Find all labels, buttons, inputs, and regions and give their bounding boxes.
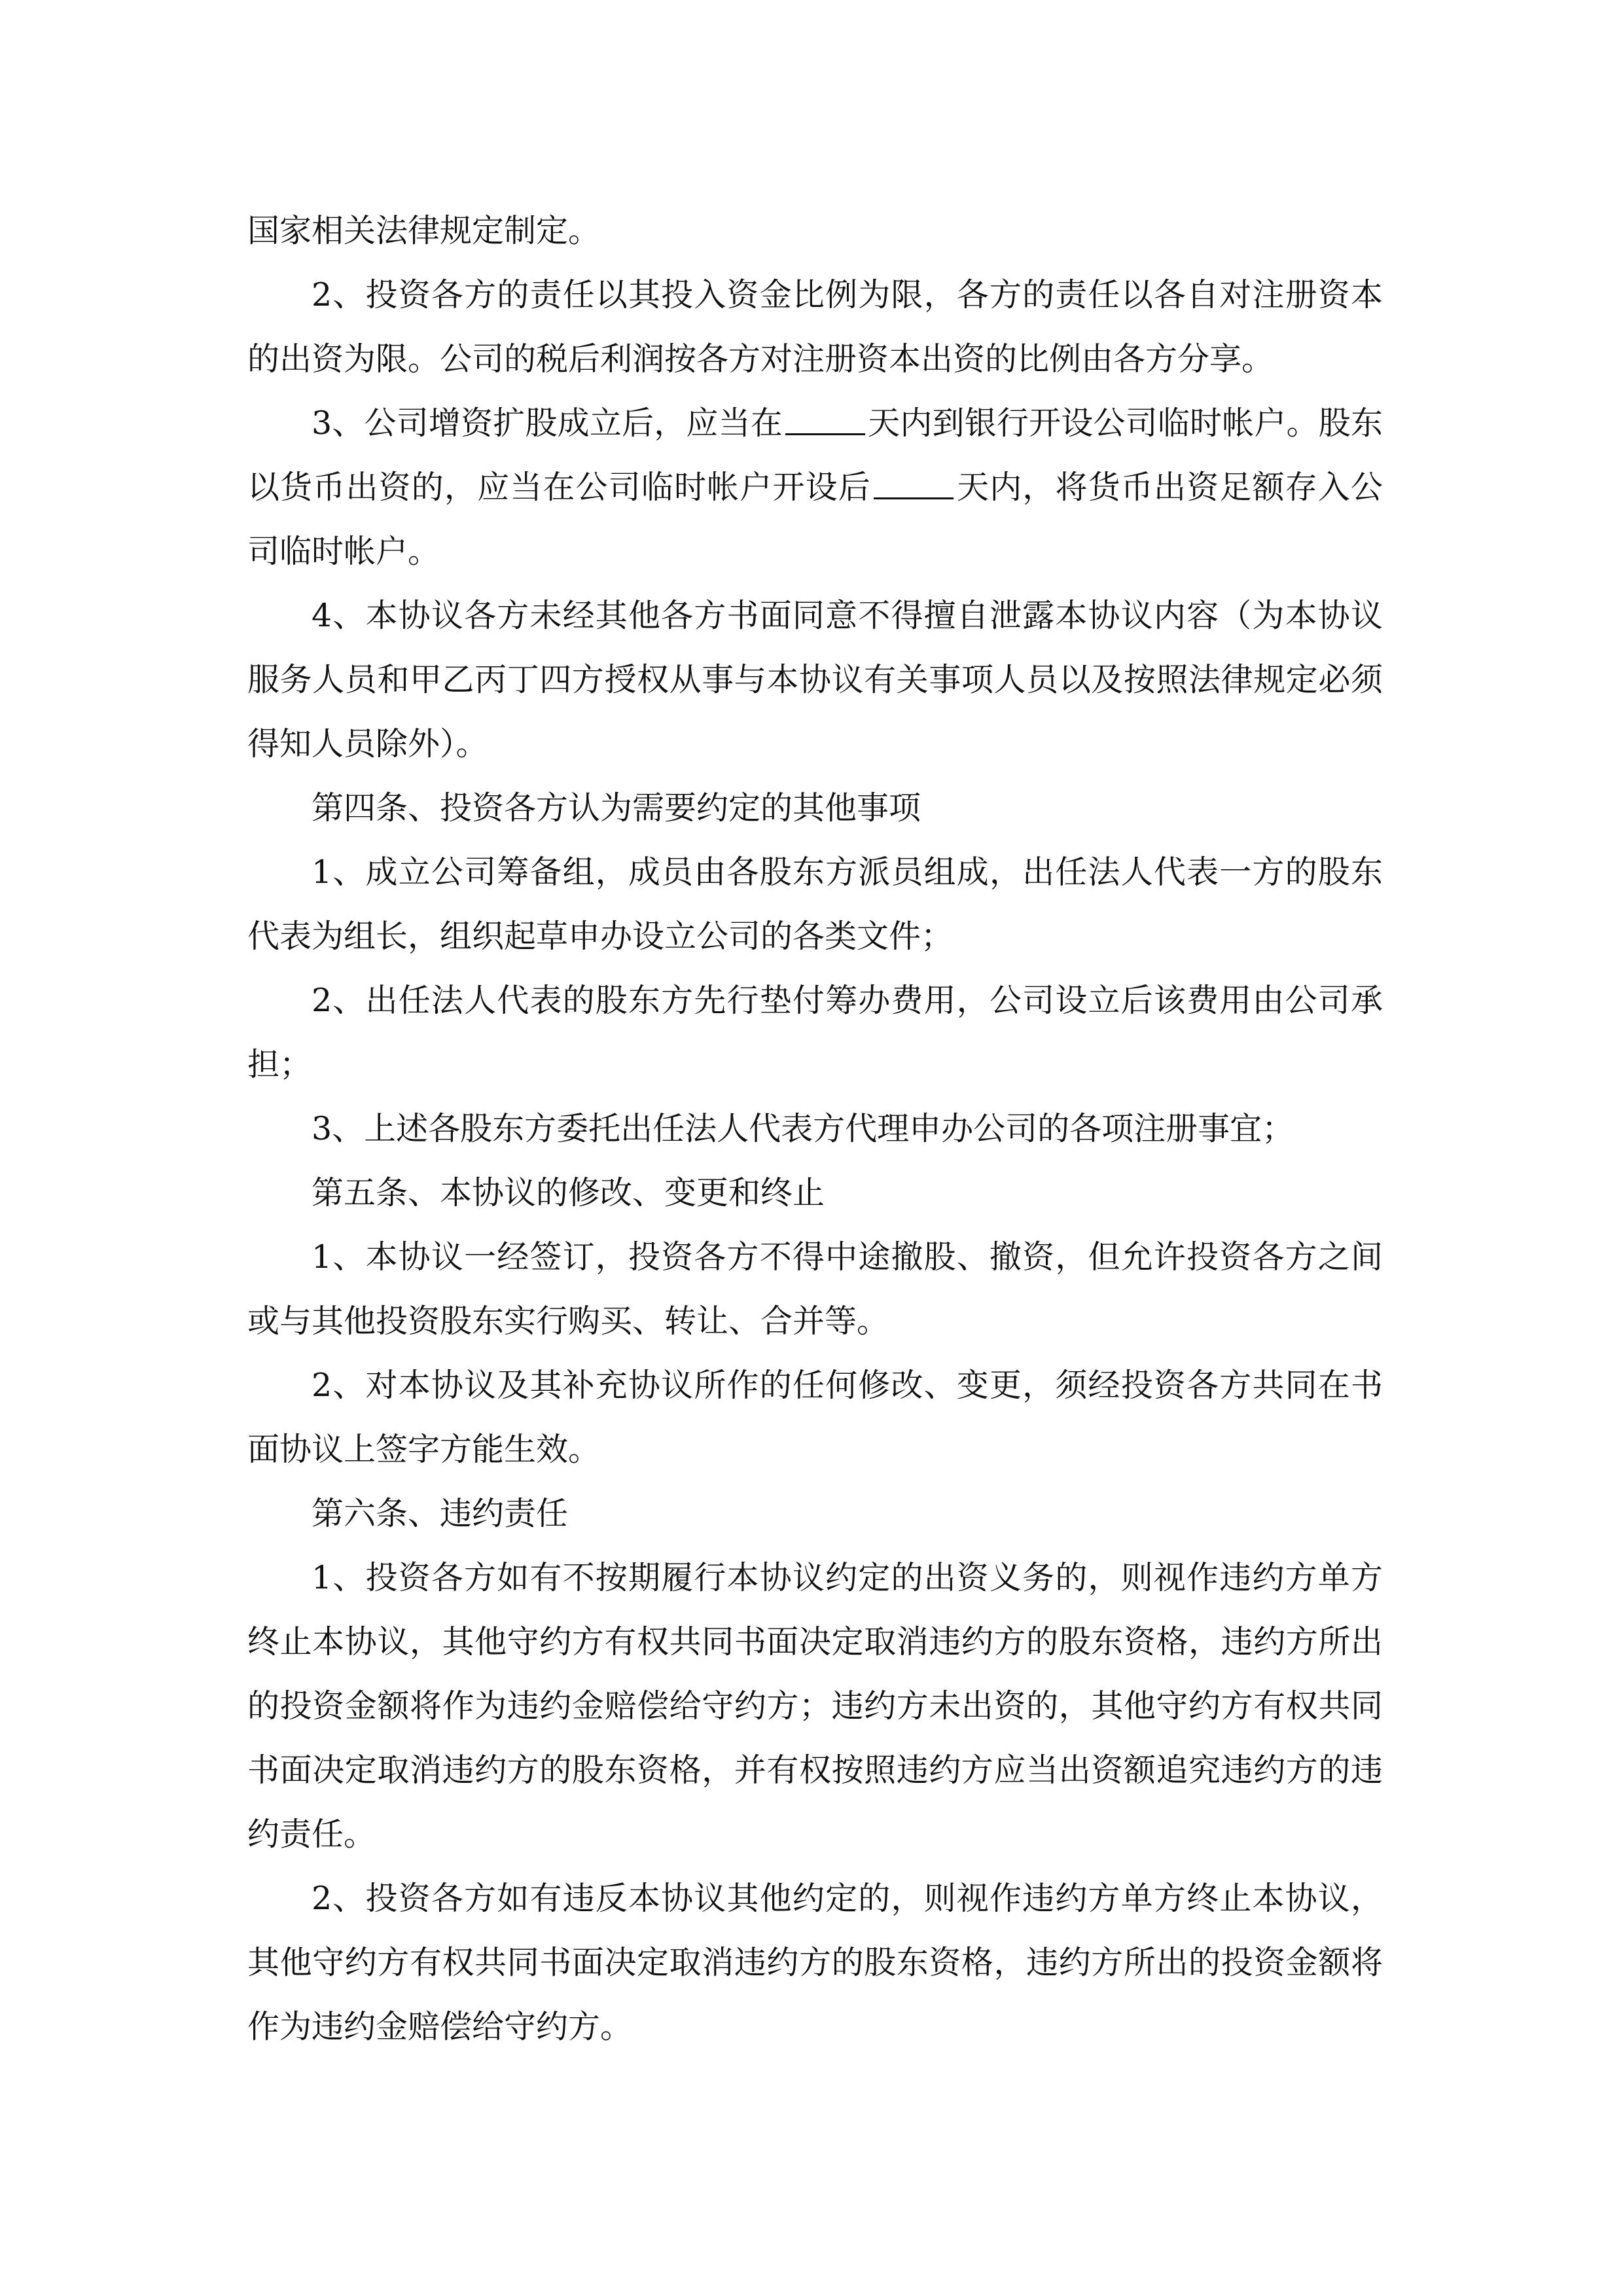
fill-in-blank-days-1	[785, 407, 865, 435]
article-4-item-1: 1、成立公司筹备组，成员由各股东方派员组成，出任法人代表一方的股东代表为组长，组织起草申办设立公司的各类文件；	[247, 853, 1383, 955]
fill-in-blank-days-2	[874, 471, 954, 499]
clause-2-liability: 2、投资各方的责任以其投入资金比例为限，各方的责任以各自对注册资本的出资为限。公司的税后利润按各方对注册资本出资的比例由各方分享。	[247, 276, 1383, 378]
clause-3-text-b: 天内到银行开设公司临时帐户。股东以货币出资的，应当在公司临时帐户开设后	[247, 404, 1383, 506]
article-6-item-2: 2、投资各方如有违反本协议其他约定的，则视作违约方单方终止本协议，其他守约方有权共同书面决定取消违约方的股东资格，违约方所出的投资金额将作为违约金赔偿给守约方。	[247, 1880, 1383, 2045]
article-5-item-1: 1、本协议一经签订，投资各方不得中途撤股、撤资，但允许投资各方之间或与其他投资股东实行购买、转让、合并等。	[247, 1238, 1383, 1340]
article-4-item-3: 3、上述各股东方委托出任法人代表方代理申办公司的各项注册事宜；	[312, 1110, 1294, 1147]
clause-4-confidentiality: 4、本协议各方未经其他各方书面同意不得擅自泄露本协议内容（为本协议服务人员和甲乙丙丁四方授权从事与本协议有关事项人员以及按照法律规定必须得知人员除外）。	[247, 597, 1383, 762]
article-6-item-1: 1、投资各方如有不按期履行本协议约定的出资义务的，则视作违约方单方终止本协议，其他守约方有权共同书面决定取消违约方的股东资格，违约方所出的投资金额将作为违约金赔偿给守约方；违约方未出资的，其他守约方有权共同书面决定取消违约方的股东资格，并有权按照违约方应当出资额追究违约方的违约责任。	[247, 1559, 1383, 1853]
article-6-heading: 第六条、违约责任	[312, 1495, 569, 1532]
clause-3-temporary-account	[247, 391, 1383, 584]
clause-3-text-a: 3、公司增资扩股成立后，应当在	[312, 404, 783, 442]
clause-3-text-c: 天内，将货币出资足额存入公司临时帐户。	[247, 469, 1383, 570]
article-4-heading: 第四条、投资各方认为需要约定的其他事项	[312, 789, 921, 827]
document-body	[247, 199, 1383, 2059]
article-5-heading: 第五条、本协议的修改、变更和终止	[312, 1174, 825, 1211]
article-5-item-2: 2、对本协议及其补充协议所作的任何修改、变更，须经投资各方共同在书面协议上签字方能生效。	[247, 1367, 1383, 1468]
paragraph-continuation: 国家相关法律规定制定。	[247, 212, 601, 249]
article-4-item-2: 2、出任法人代表的股东方先行垫付筹办费用，公司设立后该费用由公司承担；	[247, 982, 1383, 1083]
